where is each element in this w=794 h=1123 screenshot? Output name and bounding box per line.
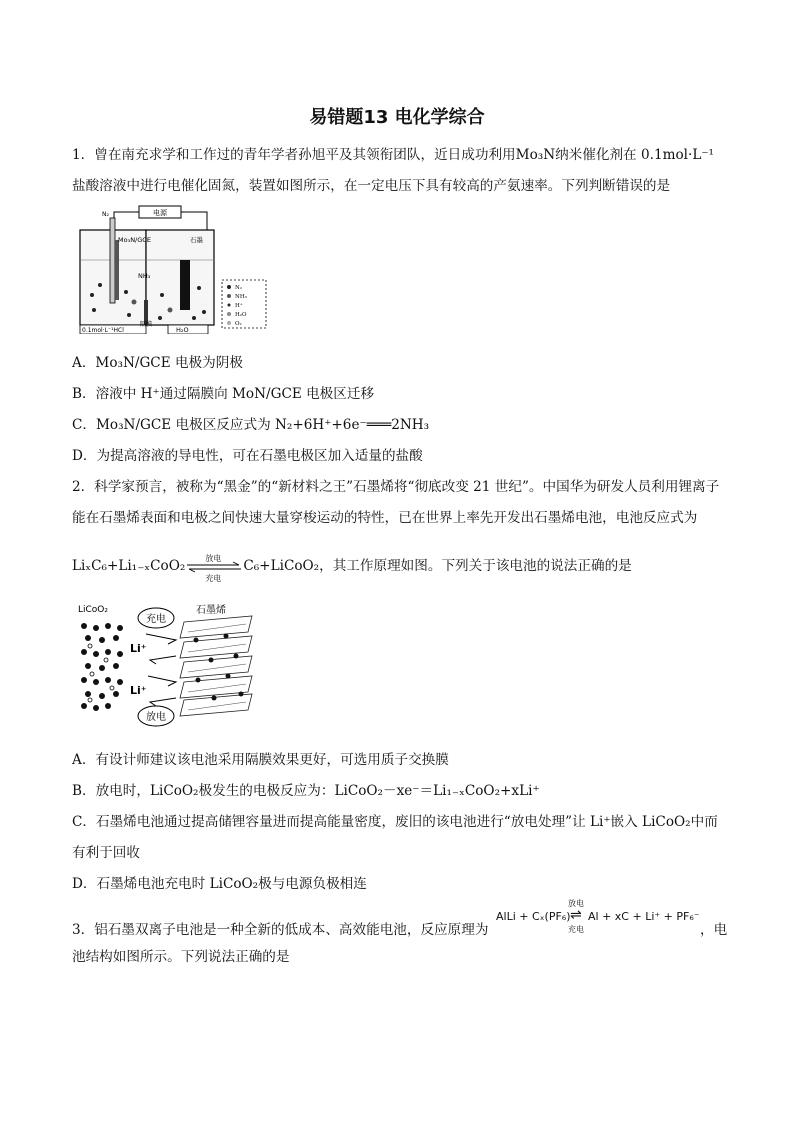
q1-electrolysis-figure bbox=[74, 200, 270, 334]
q1-stem-line2: 盐酸溶液中进行电催化固氮，装置如图所示，在一定电压下具有较高的产氨速率。下列判断错误的是 bbox=[72, 178, 671, 194]
q1-stem-line1: 1．曾在南充求学和工作过的青年学者孙旭平及其领衔团队，近日成功利用Mo₃N纳米催化剂在 0.1mol·L⁻¹ bbox=[72, 147, 714, 163]
q2-option-a: A．有设计师建议该电池采用隔膜效果更好，可选用质子交换膜 bbox=[72, 752, 449, 768]
q2-stem-line1: 2．科学家预言，被称为“黑金”的“新材料之王”石墨烯将“彻底改变 21 世纪”。中国华为研发人员利用锂离子 bbox=[72, 479, 720, 495]
q2-eq-right: C₆+LiCoO₂，其工作原理如图。下列关于该电池的说法正确的是 bbox=[243, 558, 632, 574]
q3-eq-top-label: 放电 bbox=[568, 899, 584, 908]
q3-eq-right: Al + xC + Li⁺ + PF₆⁻ bbox=[588, 910, 700, 923]
q2-eq-arrows bbox=[185, 553, 243, 583]
q3-eq-left: AlLi + Cₓ(PF₆) bbox=[496, 910, 571, 923]
q1-fig-legend-3: H₂O bbox=[235, 312, 247, 318]
q1-fig-n2-label: N₂ bbox=[102, 211, 109, 218]
q1-fig-nh3-label: NH₃ bbox=[138, 272, 151, 280]
q2-eq-arrow-icon bbox=[185, 560, 243, 574]
q1-fig-graphite-label: 石墨 bbox=[190, 236, 203, 244]
q2-option-b: B．放电时，LiCoO₂极发生的电极反应为：LiCoO₂－xe⁻＝Li₁₋ₓCoO₂+xLi⁺ bbox=[72, 783, 540, 799]
page-title: 易错题13 电化学综合 bbox=[309, 107, 485, 128]
q1-fig-hcl-label: 0.1mol·L⁻¹HCl bbox=[82, 327, 124, 334]
q2-fig-graphene-label: 石墨烯 bbox=[196, 605, 226, 616]
q2-stem-line2: 能在石墨烯表面和电极之间快速大量穿梭运动的特性，已在世界上率先开发出石墨烯电池，电池反应式为 bbox=[72, 510, 698, 526]
q2-fig-discharge-label: 放电 bbox=[146, 712, 166, 723]
q2-graphene-battery-figure bbox=[76, 602, 256, 728]
q3-eq-arrow-icon: ⇌ bbox=[570, 907, 582, 923]
q1-fig-membrane-label: 隔膜 bbox=[140, 321, 153, 328]
q2-option-c-line2: 有利于回收 bbox=[72, 845, 140, 861]
q1-fig-legend-1: NH₃ bbox=[235, 294, 247, 300]
q2-eq-top-label: 放电 bbox=[205, 553, 222, 563]
q1-fig-legend-2: H⁺ bbox=[235, 303, 243, 309]
q2-reaction-equation bbox=[72, 553, 632, 583]
q1-option-a: A．Mo₃N/GCE 电极为阴极 bbox=[72, 355, 243, 371]
q2-fig-li-ion-2: Li⁺ bbox=[130, 684, 147, 697]
q2-fig-licoo2-label: LiCoO₂ bbox=[78, 605, 108, 615]
q1-option-c: C．Mo₃N/GCE 电极区反应式为 N₂+6H⁺+6e⁻═══2NH₃ bbox=[72, 417, 430, 433]
q1-fig-power-label: 电源 bbox=[153, 209, 167, 217]
q3-stem-line2: 池结构如图所示。下列说法正确的是 bbox=[72, 949, 290, 965]
q1-fig-water-label: H₂O bbox=[176, 326, 189, 334]
q2-fig-charge-label: 充电 bbox=[146, 614, 166, 625]
q2-option-d: D．石墨烯电池充电时 LiCoO₂极与电源负极相连 bbox=[72, 876, 367, 892]
q2-fig-li-ion-1: Li⁺ bbox=[130, 642, 147, 655]
q1-fig-legend-4: O₂ bbox=[235, 321, 242, 327]
q2-eq-bottom-label: 充电 bbox=[205, 573, 222, 583]
q1-fig-electrode-label: Mo₃N/GCE bbox=[118, 236, 151, 244]
q2-option-c-line1: C．石墨烯电池通过提高储锂容量进而提高能量密度，废旧的该电池进行“放电处理”让 Li⁺嵌入 LiCoO₂中而 bbox=[72, 814, 718, 830]
q2-eq-left: LiₓC₆+Li₁₋ₓCoO₂ bbox=[72, 558, 186, 574]
q3-eq-bottom-label: 充电 bbox=[568, 925, 584, 934]
q3-stem-suffix: ，电 bbox=[700, 922, 728, 938]
q1-option-d: D．为提高溶液的导电性，可在石墨电极区加入适量的盐酸 bbox=[72, 448, 423, 464]
q1-option-b: B．溶液中 H⁺通过隔膜向 MoN/GCE 电极区迁移 bbox=[72, 386, 375, 402]
q1-fig-legend-0: N₂ bbox=[235, 285, 243, 291]
q3-stem-prefix: 3．铝石墨双离子电池是一种全新的低成本、高效能电池，反应原理为 bbox=[72, 922, 489, 938]
